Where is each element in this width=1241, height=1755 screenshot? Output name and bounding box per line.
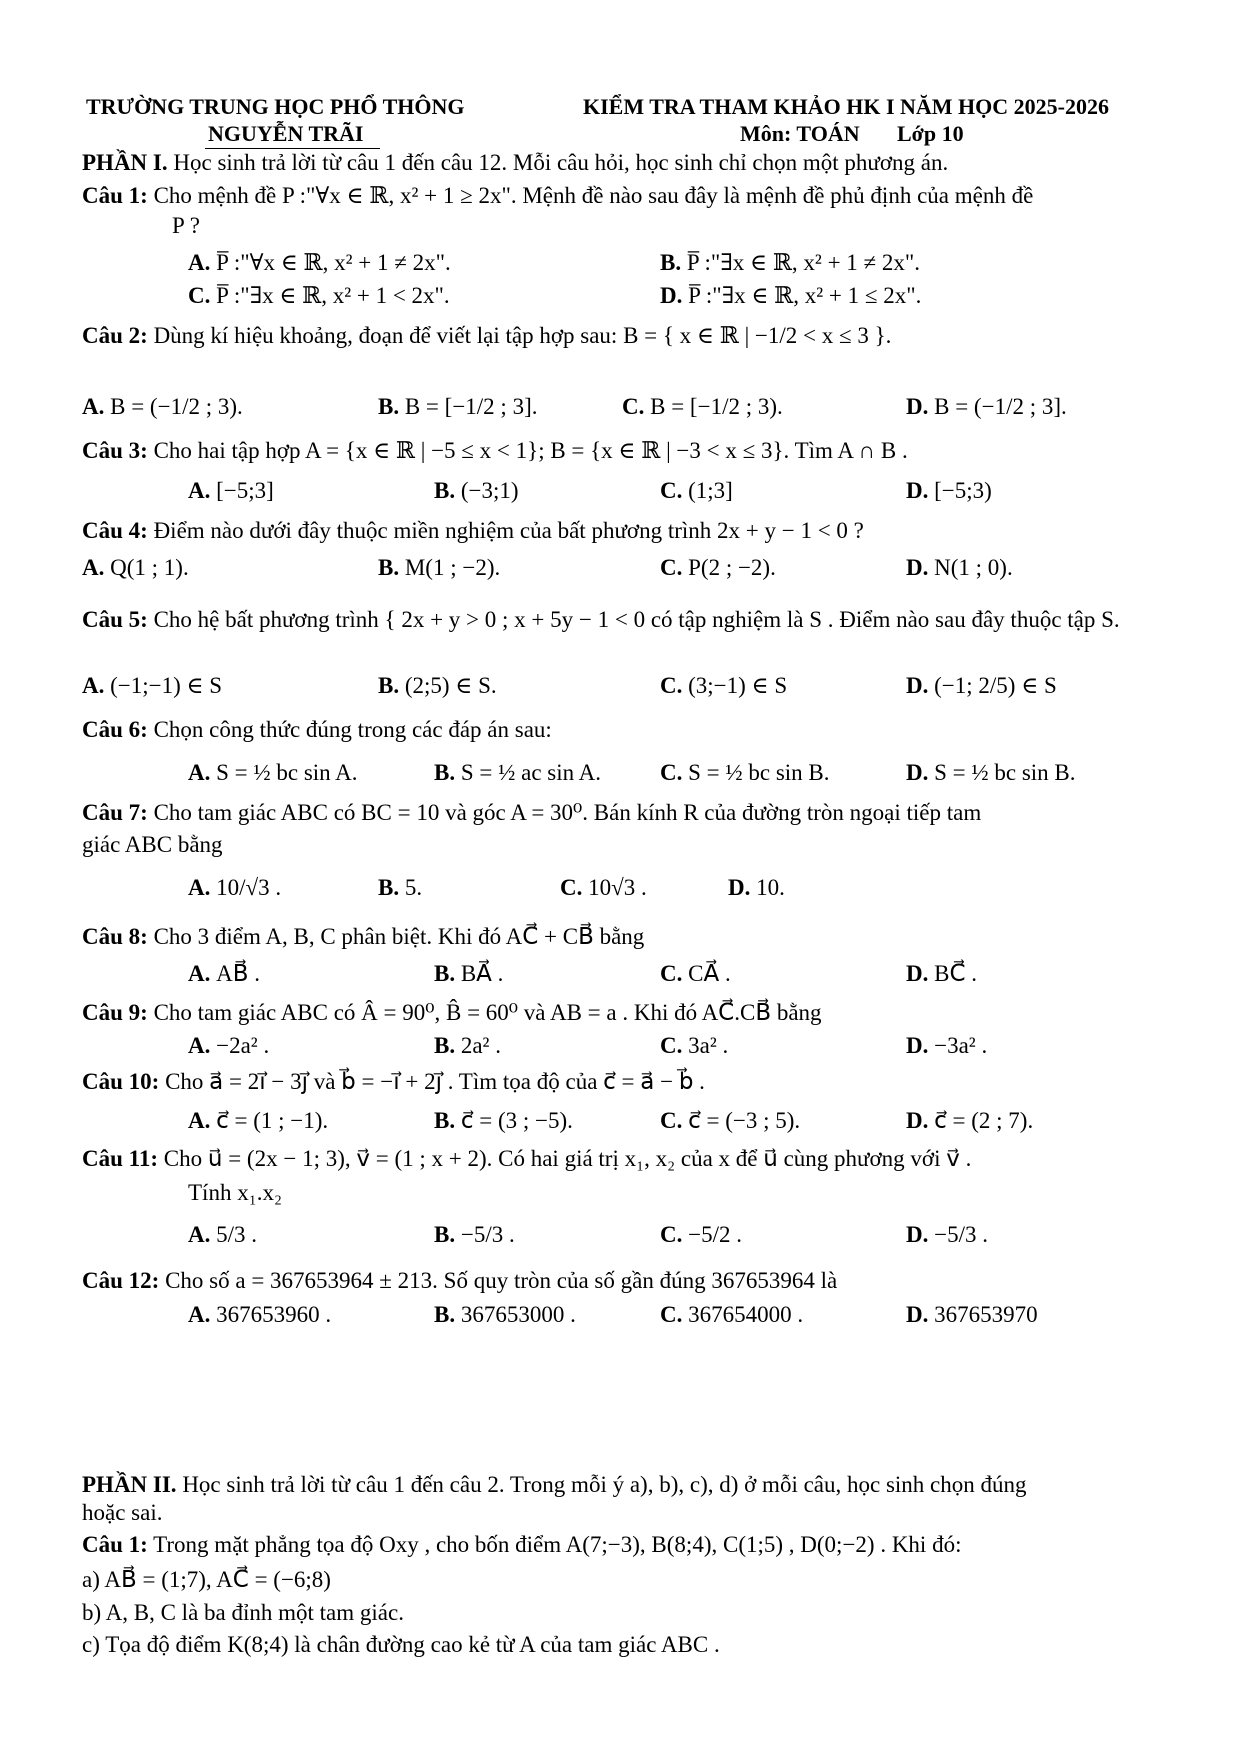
question-1-line-1 xyxy=(82,183,1033,208)
option-key: D. xyxy=(660,283,689,308)
option-text: P(2 ; −2). xyxy=(688,555,776,580)
option-text: (−3;1) xyxy=(460,478,519,503)
option-key: B. xyxy=(378,875,405,900)
question-9-option-a[interactable] xyxy=(188,1033,269,1058)
question-3-option-c[interactable] xyxy=(660,478,733,503)
school-name-line2: NGUYỄN TRÃI xyxy=(208,121,364,146)
option-text: P̅ :"∀x ∈ ℝ, x² + 1 ≠ 2x". xyxy=(216,250,451,275)
option-key: C. xyxy=(622,394,651,419)
option-key: C. xyxy=(660,1222,689,1247)
question-2-line-1 xyxy=(82,323,891,348)
option-key: C. xyxy=(660,1108,689,1133)
question-2-option-b[interactable] xyxy=(378,394,537,419)
option-text: (1;3] xyxy=(688,478,733,503)
option-key: D. xyxy=(906,961,935,986)
option-key: B. xyxy=(434,1302,461,1327)
question-11-text: Tính x₁.x₂ xyxy=(188,1180,282,1205)
question-10-text: Cho a⃗ = 2i⃗ − 3j⃗ và b⃗ = −i⃗ + 2j⃗ . Tìm tọa độ của c⃗ = a⃗ − b⃗ . xyxy=(165,1069,705,1094)
question-5-text: Cho hệ bất phương trình { 2x + y > 0 ; x + 5y − 1 < 0 có tập nghiệm là S . Điểm nào sau đây thuộc tập S. xyxy=(153,607,1120,632)
question-6-option-b[interactable] xyxy=(434,760,601,785)
question-4-option-d[interactable] xyxy=(906,555,1013,580)
option-key: A. xyxy=(188,1108,217,1133)
option-text: B = [−1/2 ; 3). xyxy=(650,394,783,419)
question-11-line-2 xyxy=(188,1180,282,1205)
question-12-label: Câu 12: xyxy=(82,1268,166,1293)
question-11-option-b[interactable] xyxy=(434,1222,515,1247)
option-key: A. xyxy=(188,250,217,275)
question-10-option-b[interactable] xyxy=(434,1108,573,1133)
option-text: [−5;3] xyxy=(216,478,274,503)
part2-question-1 xyxy=(82,1532,961,1557)
part2-q1-label: Câu 1: xyxy=(82,1532,148,1557)
question-7-option-a[interactable] xyxy=(188,875,281,900)
option-text: [−5;3) xyxy=(934,478,992,503)
question-3-option-a[interactable] xyxy=(188,478,274,503)
option-text: (−1; 2/5) ∈ S xyxy=(934,673,1057,698)
option-text: 5/3 . xyxy=(216,1222,258,1247)
question-4-option-c[interactable] xyxy=(660,555,776,580)
question-11-option-c[interactable] xyxy=(660,1222,742,1247)
question-3-option-d[interactable] xyxy=(906,478,992,503)
option-text: −3a² . xyxy=(934,1033,988,1058)
option-key: C. xyxy=(660,673,689,698)
question-11-option-a[interactable] xyxy=(188,1222,257,1247)
option-text: 5. xyxy=(404,875,423,900)
option-key: B. xyxy=(434,1108,461,1133)
option-key: C. xyxy=(660,760,689,785)
question-4-text: Điểm nào dưới đây thuộc miền nghiệm của bất phương trình 2x + y − 1 < 0 ? xyxy=(153,518,864,543)
question-7-line-2 xyxy=(82,832,223,857)
question-10-option-a[interactable] xyxy=(188,1108,328,1133)
question-8-label: Câu 8: xyxy=(82,924,154,949)
option-key: D. xyxy=(906,1108,935,1133)
question-7-option-b[interactable] xyxy=(378,875,422,900)
question-8-text: Cho 3 điểm A, B, C phân biệt. Khi đó AC⃗ + CB⃗ bằng xyxy=(153,924,645,949)
question-9-option-b[interactable] xyxy=(434,1033,501,1058)
option-text: AB⃗ . xyxy=(216,961,261,986)
option-key: A. xyxy=(188,875,217,900)
option-key: D. xyxy=(728,875,757,900)
question-10-option-c[interactable] xyxy=(660,1108,800,1133)
question-2-option-a[interactable] xyxy=(82,394,243,419)
option-text: S = ½ bc sin B. xyxy=(934,760,1076,785)
question-3-text: Cho hai tập hợp A = {x ∈ ℝ | −5 ≤ x < 1}; B = {x ∈ ℝ | −3 < x ≤ 3}. Tìm A ∩ B . xyxy=(153,438,908,463)
option-text: c⃗ = (1 ; −1). xyxy=(216,1108,329,1133)
option-key: D. xyxy=(906,1222,935,1247)
question-2-label: Câu 2: xyxy=(82,323,154,348)
question-8-option-b[interactable] xyxy=(434,961,503,986)
question-1-option-d[interactable] xyxy=(660,283,921,308)
option-text: B = [−1/2 ; 3]. xyxy=(404,394,538,419)
option-key: C. xyxy=(660,961,689,986)
option-key: A. xyxy=(188,1302,217,1327)
option-text: S = ½ bc sin A. xyxy=(216,760,358,785)
option-text: c⃗ = (−3 ; 5). xyxy=(688,1108,801,1133)
option-text: P̅ :"∃x ∈ ℝ, x² + 1 ≠ 2x". xyxy=(686,250,921,275)
option-key: D. xyxy=(906,1033,935,1058)
option-text: BA⃗ . xyxy=(460,961,504,986)
option-text: 10√3 . xyxy=(588,875,647,900)
part2-instruction-line2: hoặc sai. xyxy=(82,1500,163,1525)
grade: Lớp 10 xyxy=(897,121,964,146)
question-12-option-a[interactable] xyxy=(188,1302,331,1327)
option-text: B = (−1/2 ; 3]. xyxy=(934,394,1067,419)
part2-item-a: a) AB⃗ = (1;7), AC⃗ = (−6;8) xyxy=(82,1567,331,1592)
option-text: P̅ :"∃x ∈ ℝ, x² + 1 < 2x". xyxy=(216,283,450,308)
question-6-line-1 xyxy=(82,717,552,742)
option-text: 367654000 . xyxy=(688,1302,804,1327)
question-6-label: Câu 6: xyxy=(82,717,154,742)
option-text: 10. xyxy=(756,875,785,900)
option-key: C. xyxy=(560,875,589,900)
part2-instruction-line1: Học sinh trả lời từ câu 1 đến câu 2. Trong mỗi ý a), b), c), d) ở mỗi câu, học sinh chọn đúng xyxy=(182,1472,1027,1497)
question-7-option-c[interactable] xyxy=(560,875,647,900)
part2-q1-text: Trong mặt phẳng tọa độ Oxy , cho bốn điểm A(7;−3), B(8;4), C(1;5) , D(0;−2) . Khi đó: xyxy=(153,1532,962,1557)
option-key: B. xyxy=(434,1033,461,1058)
option-text: N(1 ; 0). xyxy=(934,555,1013,580)
exam-title: KIỂM TRA THAM KHẢO HK I NĂM HỌC 2025-2026 xyxy=(583,94,1109,119)
option-key: C. xyxy=(660,478,689,503)
option-key: B. xyxy=(378,394,405,419)
question-6-text: Chọn công thức đúng trong các đáp án sau: xyxy=(153,717,552,742)
option-key: A. xyxy=(188,478,217,503)
part1-label: PHẦN I. xyxy=(82,150,168,175)
part2-item-b: b) A, B, C là ba đỉnh một tam giác. xyxy=(82,1600,404,1625)
question-5-label: Câu 5: xyxy=(82,607,154,632)
question-10-line-1 xyxy=(82,1069,705,1094)
option-text: −5/3 . xyxy=(934,1222,988,1247)
question-6-option-d[interactable] xyxy=(906,760,1076,785)
option-text: 2a² . xyxy=(460,1033,501,1058)
question-2-option-d[interactable] xyxy=(906,394,1067,419)
question-7-option-d[interactable] xyxy=(728,875,785,900)
question-9-line-1 xyxy=(82,1000,822,1025)
question-8-option-a[interactable] xyxy=(188,961,260,986)
question-9-option-c[interactable] xyxy=(660,1033,728,1058)
option-key: C. xyxy=(660,555,689,580)
question-10-label: Câu 10: xyxy=(82,1069,166,1094)
option-key: B. xyxy=(378,673,405,698)
option-key: C. xyxy=(188,283,217,308)
part2-item-c: c) Tọa độ điểm K(8;4) là chân đường cao kẻ từ A của tam giác ABC . xyxy=(82,1632,720,1657)
question-4-option-a[interactable] xyxy=(82,555,189,580)
option-text: CA⃗ . xyxy=(688,961,731,986)
option-key: B. xyxy=(434,760,461,785)
question-9-option-d[interactable] xyxy=(906,1033,987,1058)
question-8-option-c[interactable] xyxy=(660,961,731,986)
option-text: S = ½ ac sin A. xyxy=(460,760,601,785)
option-text: Q(1 ; 1). xyxy=(110,555,189,580)
question-5-option-a[interactable] xyxy=(82,673,222,698)
option-text: S = ½ bc sin B. xyxy=(688,760,830,785)
question-5-line-1 xyxy=(82,607,1120,632)
option-text: (−1;−1) ∈ S xyxy=(110,673,223,698)
option-key: C. xyxy=(660,1302,689,1327)
question-11-label: Câu 11: xyxy=(82,1146,164,1171)
option-text: P̅ :"∃x ∈ ℝ, x² + 1 ≤ 2x". xyxy=(688,283,922,308)
option-text: (2;5) ∈ S. xyxy=(404,673,497,698)
question-10-option-d[interactable] xyxy=(906,1108,1033,1133)
question-9-label: Câu 9: xyxy=(82,1000,154,1025)
question-3-line-1 xyxy=(82,438,908,463)
option-key: A. xyxy=(82,394,111,419)
question-1-label: Câu 1: xyxy=(82,183,154,208)
question-1-text: Cho mệnh đề P :"∀x ∈ ℝ, x² + 1 ≥ 2x". Mệnh đề nào sau đây là mệnh đề phủ định của mệnh đề xyxy=(153,183,1034,208)
question-8-line-1 xyxy=(82,924,644,949)
question-7-label: Câu 7: xyxy=(82,800,154,825)
question-1-text: P ? xyxy=(172,213,200,238)
question-6-option-c[interactable] xyxy=(660,760,830,785)
question-3-option-b[interactable] xyxy=(434,478,519,503)
option-text: c⃗ = (2 ; 7). xyxy=(934,1108,1034,1133)
option-text: (3;−1) ∈ S xyxy=(688,673,788,698)
option-text: B = (−1/2 ; 3). xyxy=(110,394,243,419)
question-12-option-b[interactable] xyxy=(434,1302,576,1327)
option-key: D. xyxy=(906,760,935,785)
question-12-text: Cho số a = 367653964 ± 213. Số quy tròn của số gần đúng 367653964 là xyxy=(165,1268,838,1293)
question-6-option-a[interactable] xyxy=(188,760,358,785)
option-key: B. xyxy=(434,961,461,986)
option-text: 3a² . xyxy=(688,1033,729,1058)
option-key: B. xyxy=(434,478,461,503)
question-1-option-c[interactable] xyxy=(188,283,450,308)
question-12-option-d[interactable] xyxy=(906,1302,1038,1327)
option-text: 367653960 . xyxy=(216,1302,332,1327)
subject: Môn: TOÁN xyxy=(740,121,860,146)
option-key: D. xyxy=(906,673,935,698)
part2-label: PHẦN II. xyxy=(82,1472,177,1497)
part2-heading xyxy=(82,1472,1027,1497)
option-text: −2a² . xyxy=(216,1033,270,1058)
option-key: A. xyxy=(188,760,217,785)
option-key: A. xyxy=(188,1033,217,1058)
option-key: D. xyxy=(906,1302,935,1327)
part1-instruction: Học sinh trả lời từ câu 1 đến câu 12. Mỗi câu hỏi, học sinh chỉ chọn một phương án. xyxy=(173,150,949,175)
question-5-option-c[interactable] xyxy=(660,673,787,698)
school-underline xyxy=(205,148,380,149)
option-key: B. xyxy=(434,1222,461,1247)
option-text: BC⃗ . xyxy=(934,961,978,986)
question-2-text: Dùng kí hiệu khoảng, đoạn để viết lại tập hợp sau: B = { x ∈ ℝ | −1/2 < x ≤ 3 }. xyxy=(153,323,892,348)
question-4-option-b[interactable] xyxy=(378,555,500,580)
option-key: B. xyxy=(660,250,687,275)
option-key: A. xyxy=(82,673,111,698)
question-1-option-a[interactable] xyxy=(188,250,451,275)
option-key: C. xyxy=(660,1033,689,1058)
option-key: D. xyxy=(906,394,935,419)
option-text: 367653970 xyxy=(934,1302,1038,1327)
question-1-line-2 xyxy=(172,213,200,238)
school-name-line1: TRƯỜNG TRUNG HỌC PHỔ THÔNG xyxy=(86,94,465,119)
part1-heading xyxy=(82,150,948,175)
question-5-option-d[interactable] xyxy=(906,673,1057,698)
question-7-text: giác ABC bằng xyxy=(82,832,223,857)
option-key: B. xyxy=(378,555,405,580)
question-9-text: Cho tam giác ABC có Â = 90⁰, B̂ = 60⁰ và AB = a . Khi đó AC⃗.CB⃗ bằng xyxy=(153,1000,822,1025)
question-11-option-d[interactable] xyxy=(906,1222,988,1247)
option-key: A. xyxy=(82,555,111,580)
option-text: 10/√3 . xyxy=(216,875,282,900)
question-11-text: Cho u⃗ = (2x − 1; 3), v⃗ = (1 ; x + 2). Có hai giá trị x₁, x₂ của x để u⃗ cùng phương với v⃗ . xyxy=(163,1146,972,1171)
option-text: M(1 ; −2). xyxy=(404,555,501,580)
question-8-option-d[interactable] xyxy=(906,961,977,986)
question-1-option-b[interactable] xyxy=(660,250,920,275)
option-text: c⃗ = (3 ; −5). xyxy=(460,1108,573,1133)
question-5-option-b[interactable] xyxy=(378,673,497,698)
question-4-line-1 xyxy=(82,518,864,543)
option-key: D. xyxy=(906,478,935,503)
question-4-label: Câu 4: xyxy=(82,518,154,543)
question-2-option-c[interactable] xyxy=(622,394,783,419)
question-12-option-c[interactable] xyxy=(660,1302,803,1327)
option-text: −5/2 . xyxy=(688,1222,742,1247)
option-key: D. xyxy=(906,555,935,580)
question-11-line-1 xyxy=(82,1146,971,1171)
option-text: 367653000 . xyxy=(460,1302,576,1327)
question-3-label: Câu 3: xyxy=(82,438,154,463)
question-12-line-1 xyxy=(82,1268,837,1293)
option-key: A. xyxy=(188,961,217,986)
question-7-text: Cho tam giác ABC có BC = 10 và góc A = 30⁰. Bán kính R của đường tròn ngoại tiếp tam xyxy=(153,800,982,825)
option-key: A. xyxy=(188,1222,217,1247)
question-7-line-1 xyxy=(82,800,981,825)
option-text: −5/3 . xyxy=(460,1222,515,1247)
